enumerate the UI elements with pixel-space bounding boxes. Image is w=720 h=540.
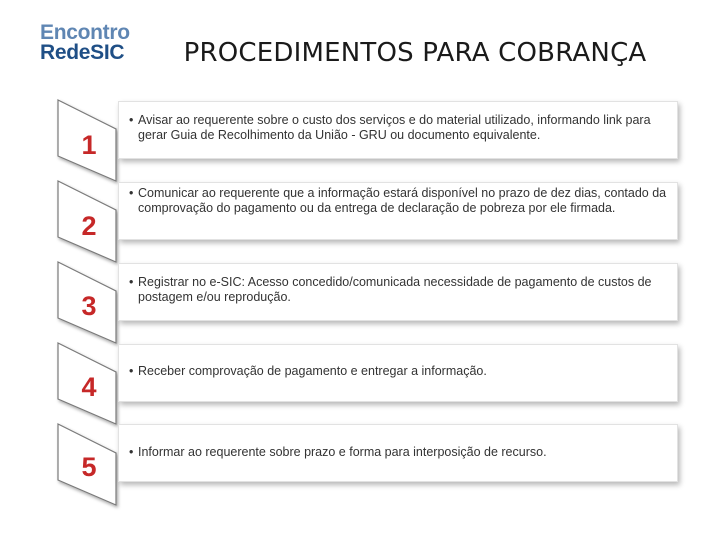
logo-line-2: RedeSIC <box>40 41 125 64</box>
step-box-2: • Comunicar ao requerente que a informação estará disponível no prazo de dez dias, contado da comprovação do pagamento ou da entrega de declaração de pobreza por ele firmada. <box>118 182 678 240</box>
step-number-2: 2 <box>81 211 97 241</box>
step-text-4: Receber comprovação de pagamento e entregar a informação. <box>138 364 487 378</box>
step-text-1: Avisar ao requerente sobre o custo dos serviços e do material utilizado, informando link para gerar Guia de Recolhimento da União - GRU ou documento equivalente. <box>138 113 651 142</box>
logo-line-1: Encontro <box>40 21 130 44</box>
step-text-2: Comunicar ao requerente que a informação estará disponível no prazo de dez dias, contado da comprovação do pagamento ou da entrega de declaração de pobreza por ele firmada. <box>138 186 667 215</box>
page-title: PROCEDIMENTOS PARA COBRANÇA <box>183 38 647 68</box>
step-number-5: 5 <box>81 452 97 482</box>
step-text-3: Registrar no e-SIC: Acesso concedido/comunicada necessidade de pagamento de custos de postagem e/ou reprodução. <box>138 275 652 304</box>
step-number-1: 1 <box>81 130 97 160</box>
step-box-1: • Avisar ao requerente sobre o custo dos serviços e do material utilizado, informando link para gerar Guia de Recolhimento da União - GRU ou documento equivalente. <box>118 101 678 159</box>
step-text-5: Informar ao requerente sobre prazo e forma para interposição de recurso. <box>138 445 547 459</box>
step-box-5: • Informar ao requerente sobre prazo e forma para interposição de recurso. <box>118 424 678 482</box>
step-number-4: 4 <box>81 372 97 402</box>
step-box-3: • Registrar no e-SIC: Acesso concedido/comunicada necessidade de pagamento de custos de postagem e/ou reprodução. <box>118 263 678 321</box>
step-box-4: • Receber comprovação de pagamento e entregar a informação. <box>118 344 678 402</box>
step-number-3: 3 <box>81 291 97 321</box>
